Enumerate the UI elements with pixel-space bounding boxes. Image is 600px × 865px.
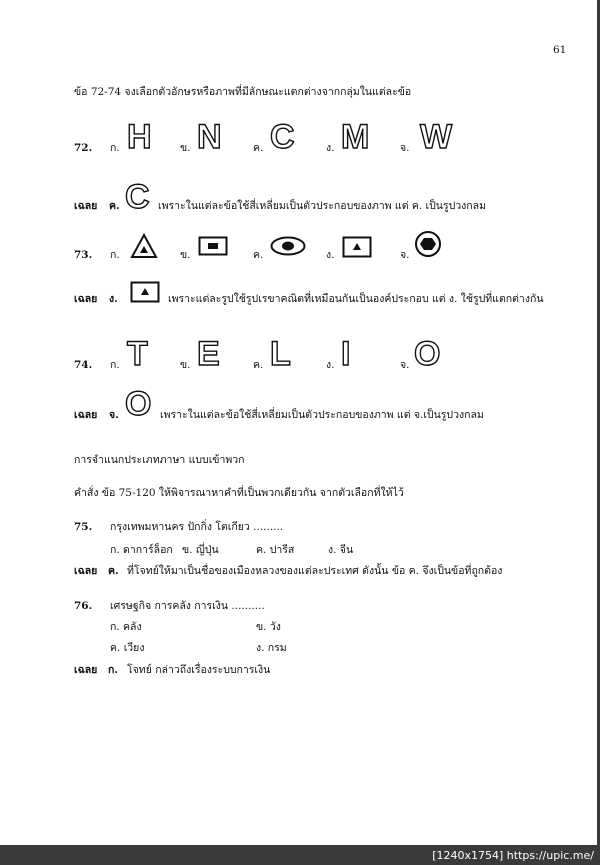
q72-choice-d-label: ง. [326,142,335,154]
q74-letter-c: L [270,335,291,373]
triangle-in-triangle-icon [130,233,158,259]
q76-option-b: ข. วัง [256,621,281,633]
q73-choice-a-label: ก. [110,249,120,261]
q76-answer-text: โจทย์ กล่าวถึงเรื่องระบบการเงิน [127,664,271,676]
q74-answer-label: เฉลย [74,409,98,421]
q72-choice-c-label: ค. [253,142,264,154]
q74-answer-letter: O [125,385,152,423]
ellipse-in-ellipse-icon [270,236,306,256]
q72-letter-b: N [197,118,222,156]
q73-choice-c-label: ค. [253,249,264,261]
image-host-footer: [1240x1754] https://upic.me/ [432,849,594,862]
q76-option-c: ค. เวียง [110,642,145,654]
q76-option-a: ก. คลัง [110,621,142,633]
q72-answer-letter: C [125,178,150,216]
section-title: การจำแนกประเภทภาษา แบบเข้าพวก [74,454,245,466]
q75-stem: กรุงเทพมหานคร ปักกิ่ง โตเกียว ......... [110,521,284,533]
q72-choice-e-label: จ. [400,142,410,154]
q76-answer-choice: ก. [108,664,119,676]
q74-answer-choice: จ. [109,409,119,421]
q72-number: 72. [74,142,93,154]
q73-choice-e-label: จ. [400,249,410,261]
q73-number: 73. [74,249,93,261]
q72-choice-a-label: ก. [110,142,120,154]
q74-letter-d: I [341,335,351,373]
q74-choice-e-label: จ. [400,359,410,371]
q72-answer-label: เฉลย [74,200,98,212]
rectangle-in-rectangle-icon [198,236,228,256]
q72-answer-text: เพราะในแต่ละข้อใช้สี่เหลี่ยมเป็นตัวประกอบของภาพ แต่ ค. เป็นรูปวงกลม [158,200,487,212]
answer-triangle-in-rectangle-icon [130,281,160,303]
q73-answer-label: เฉลย [74,293,98,305]
q72-answer-choice: ค. [109,200,120,212]
q75-option-a: ก. ดาการ์ล็อก [110,544,173,556]
triangle-in-rectangle-icon [342,236,372,258]
instruction-75-120: คำสั่ง ข้อ 75-120 ให้พิจารณาหาคำที่เป็นพวกเดียวกัน จากตัวเลือกที่ให้ไว้ [74,487,404,499]
q76-option-d: ง. กรม [256,642,287,654]
q74-letter-a: T [127,335,148,373]
q73-answer-text: เพราะแต่ละรูปใช้รูปเรขาคณิตที่เหมือนกันเป็นองค์ประกอบ แต่ ง. ใช้รูปที่แตกต่างกัน [168,293,544,305]
q75-answer-label: เฉลย [74,565,98,577]
page-number: 61 [553,44,567,56]
q76-stem: เศรษฐกิจ การคลัง การเงิน .......... [110,600,265,612]
q73-answer-choice: ง. [109,293,118,305]
q74-choice-b-label: ข. [180,359,191,371]
q72-letter-e: W [420,118,453,156]
q76-answer-label: เฉลย [74,664,98,676]
q72-letter-d: M [341,118,370,156]
q73-choice-d-label: ง. [326,249,335,261]
q75-answer-choice: ค. [108,565,119,577]
q74-choice-a-label: ก. [110,359,120,371]
q75-option-c: ค. ปารีส [256,544,295,556]
q74-letter-e: O [414,335,441,373]
q75-option-b: ข. ญี่ปุ่น [182,544,219,556]
q74-letter-b: E [197,335,220,373]
hexagon-in-circle-icon [414,230,442,258]
q74-answer-text: เพราะในแต่ละข้อใช้สี่เหลี่ยมเป็นตัวประกอบของภาพ แต่ จ.เป็นรูปวงกลม [160,409,484,421]
instruction-72-74: ข้อ 72-74 จงเลือกตัวอักษรหรือภาพที่มีลักษณะแตกต่างจากกลุ่มในแต่ละข้อ [74,86,412,98]
q75-option-d: ง. จีน [328,544,354,556]
q73-choice-b-label: ข. [180,249,191,261]
q74-choice-c-label: ค. [253,359,264,371]
q72-letter-a: H [127,118,152,156]
q75-number: 75. [74,521,93,533]
q74-number: 74. [74,359,93,371]
q75-answer-text: ที่โจทย์ให้มาเป็นชื่อของเมืองหลวงของแต่ละประเทศ ดังนั้น ข้อ ค. จึงเป็นข้อที่ถูกต้อง [127,565,503,577]
q72-choice-b-label: ข. [180,142,191,154]
q72-letter-c: C [270,118,295,156]
q74-choice-d-label: ง. [326,359,335,371]
q76-number: 76. [74,600,93,612]
